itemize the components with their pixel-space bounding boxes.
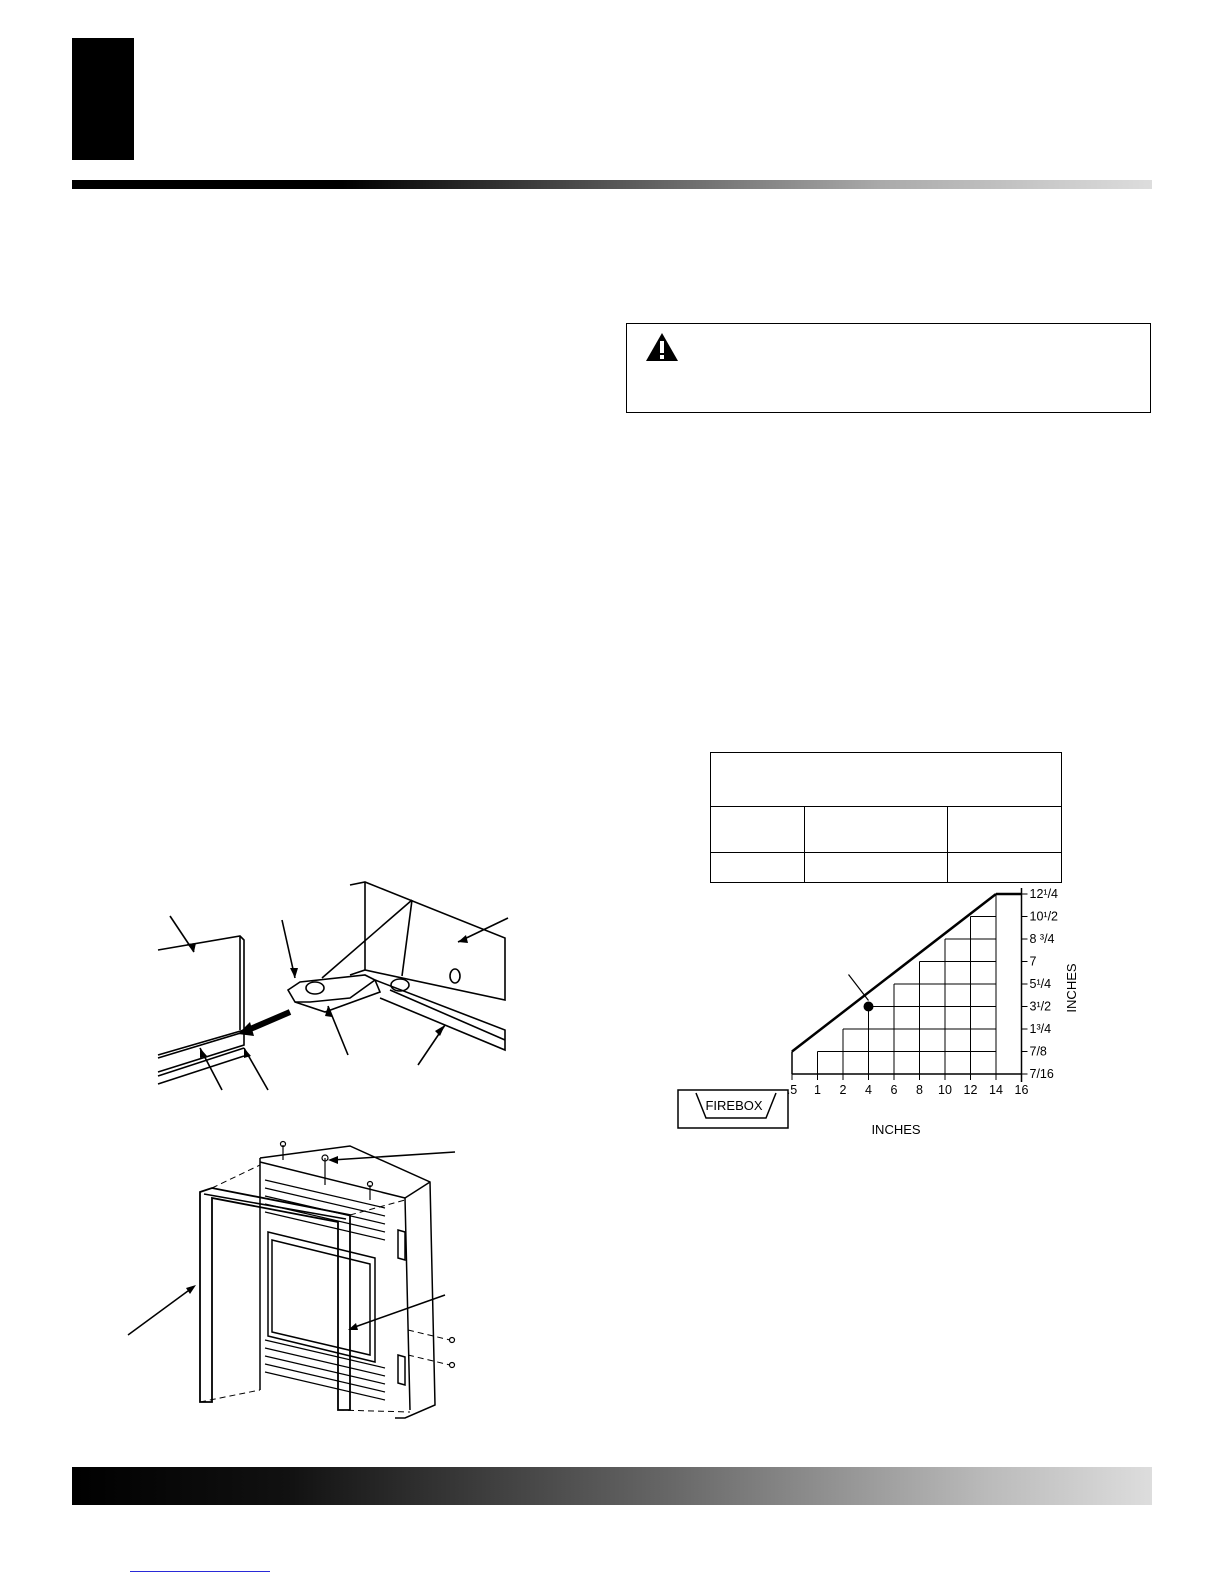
chart-grid — [792, 894, 996, 1074]
y-tick-label: 7 — [1029, 954, 1037, 969]
warning-triangle-icon — [645, 332, 679, 362]
header-rule — [72, 180, 1152, 189]
y-tick-label: 8 ³/4 — [1029, 932, 1055, 946]
y-tick-label: 7/16 — [1029, 1067, 1054, 1081]
footer-link-underline[interactable] — [130, 1571, 270, 1572]
x-tick-label: 14 — [989, 1083, 1003, 1097]
highlight-point — [864, 1002, 874, 1012]
y-tick-label: 10¹/2 — [1029, 909, 1058, 924]
x-tick-label: 4 — [865, 1083, 872, 1097]
firebox-label: FIREBOX — [705, 1098, 763, 1113]
x-tick-label: 2 — [839, 1083, 847, 1097]
x-tick-label: 8 — [916, 1083, 923, 1097]
table-row-divider — [711, 852, 1061, 853]
table-col-divider — [804, 806, 805, 882]
y-tick-label: 7/8 — [1029, 1044, 1047, 1059]
y-axis-label: INCHES — [1064, 963, 1079, 1013]
footer-bar — [72, 1467, 1152, 1505]
x-tick-label: 6 — [890, 1083, 898, 1097]
surround-installation-figure — [120, 1140, 470, 1440]
y-tick-label: 1³/4 — [1029, 1022, 1052, 1036]
bracket-assembly-figure — [150, 880, 520, 1110]
x-tick-label: 12 — [963, 1083, 978, 1097]
x-tick-label: 16 — [1014, 1083, 1029, 1097]
y-tick-label: 3¹/2 — [1029, 999, 1052, 1014]
table-row-divider — [711, 806, 1061, 807]
clearance-table — [710, 752, 1062, 883]
y-tick-label: 12¹/4 — [1029, 888, 1058, 901]
x-tick-label: 1 — [814, 1083, 821, 1097]
x-tick-label: .5 — [786, 1083, 798, 1097]
x-tick-label: 10 — [938, 1083, 952, 1097]
y-tick-label: 5¹/4 — [1029, 977, 1052, 991]
x-axis-label: INCHES — [871, 1122, 921, 1137]
highlight-leader — [849, 975, 869, 1001]
warning-box — [626, 323, 1151, 413]
clearance-chart — [676, 888, 1086, 1153]
table-col-divider — [947, 806, 948, 882]
section-tab-block — [72, 38, 134, 160]
